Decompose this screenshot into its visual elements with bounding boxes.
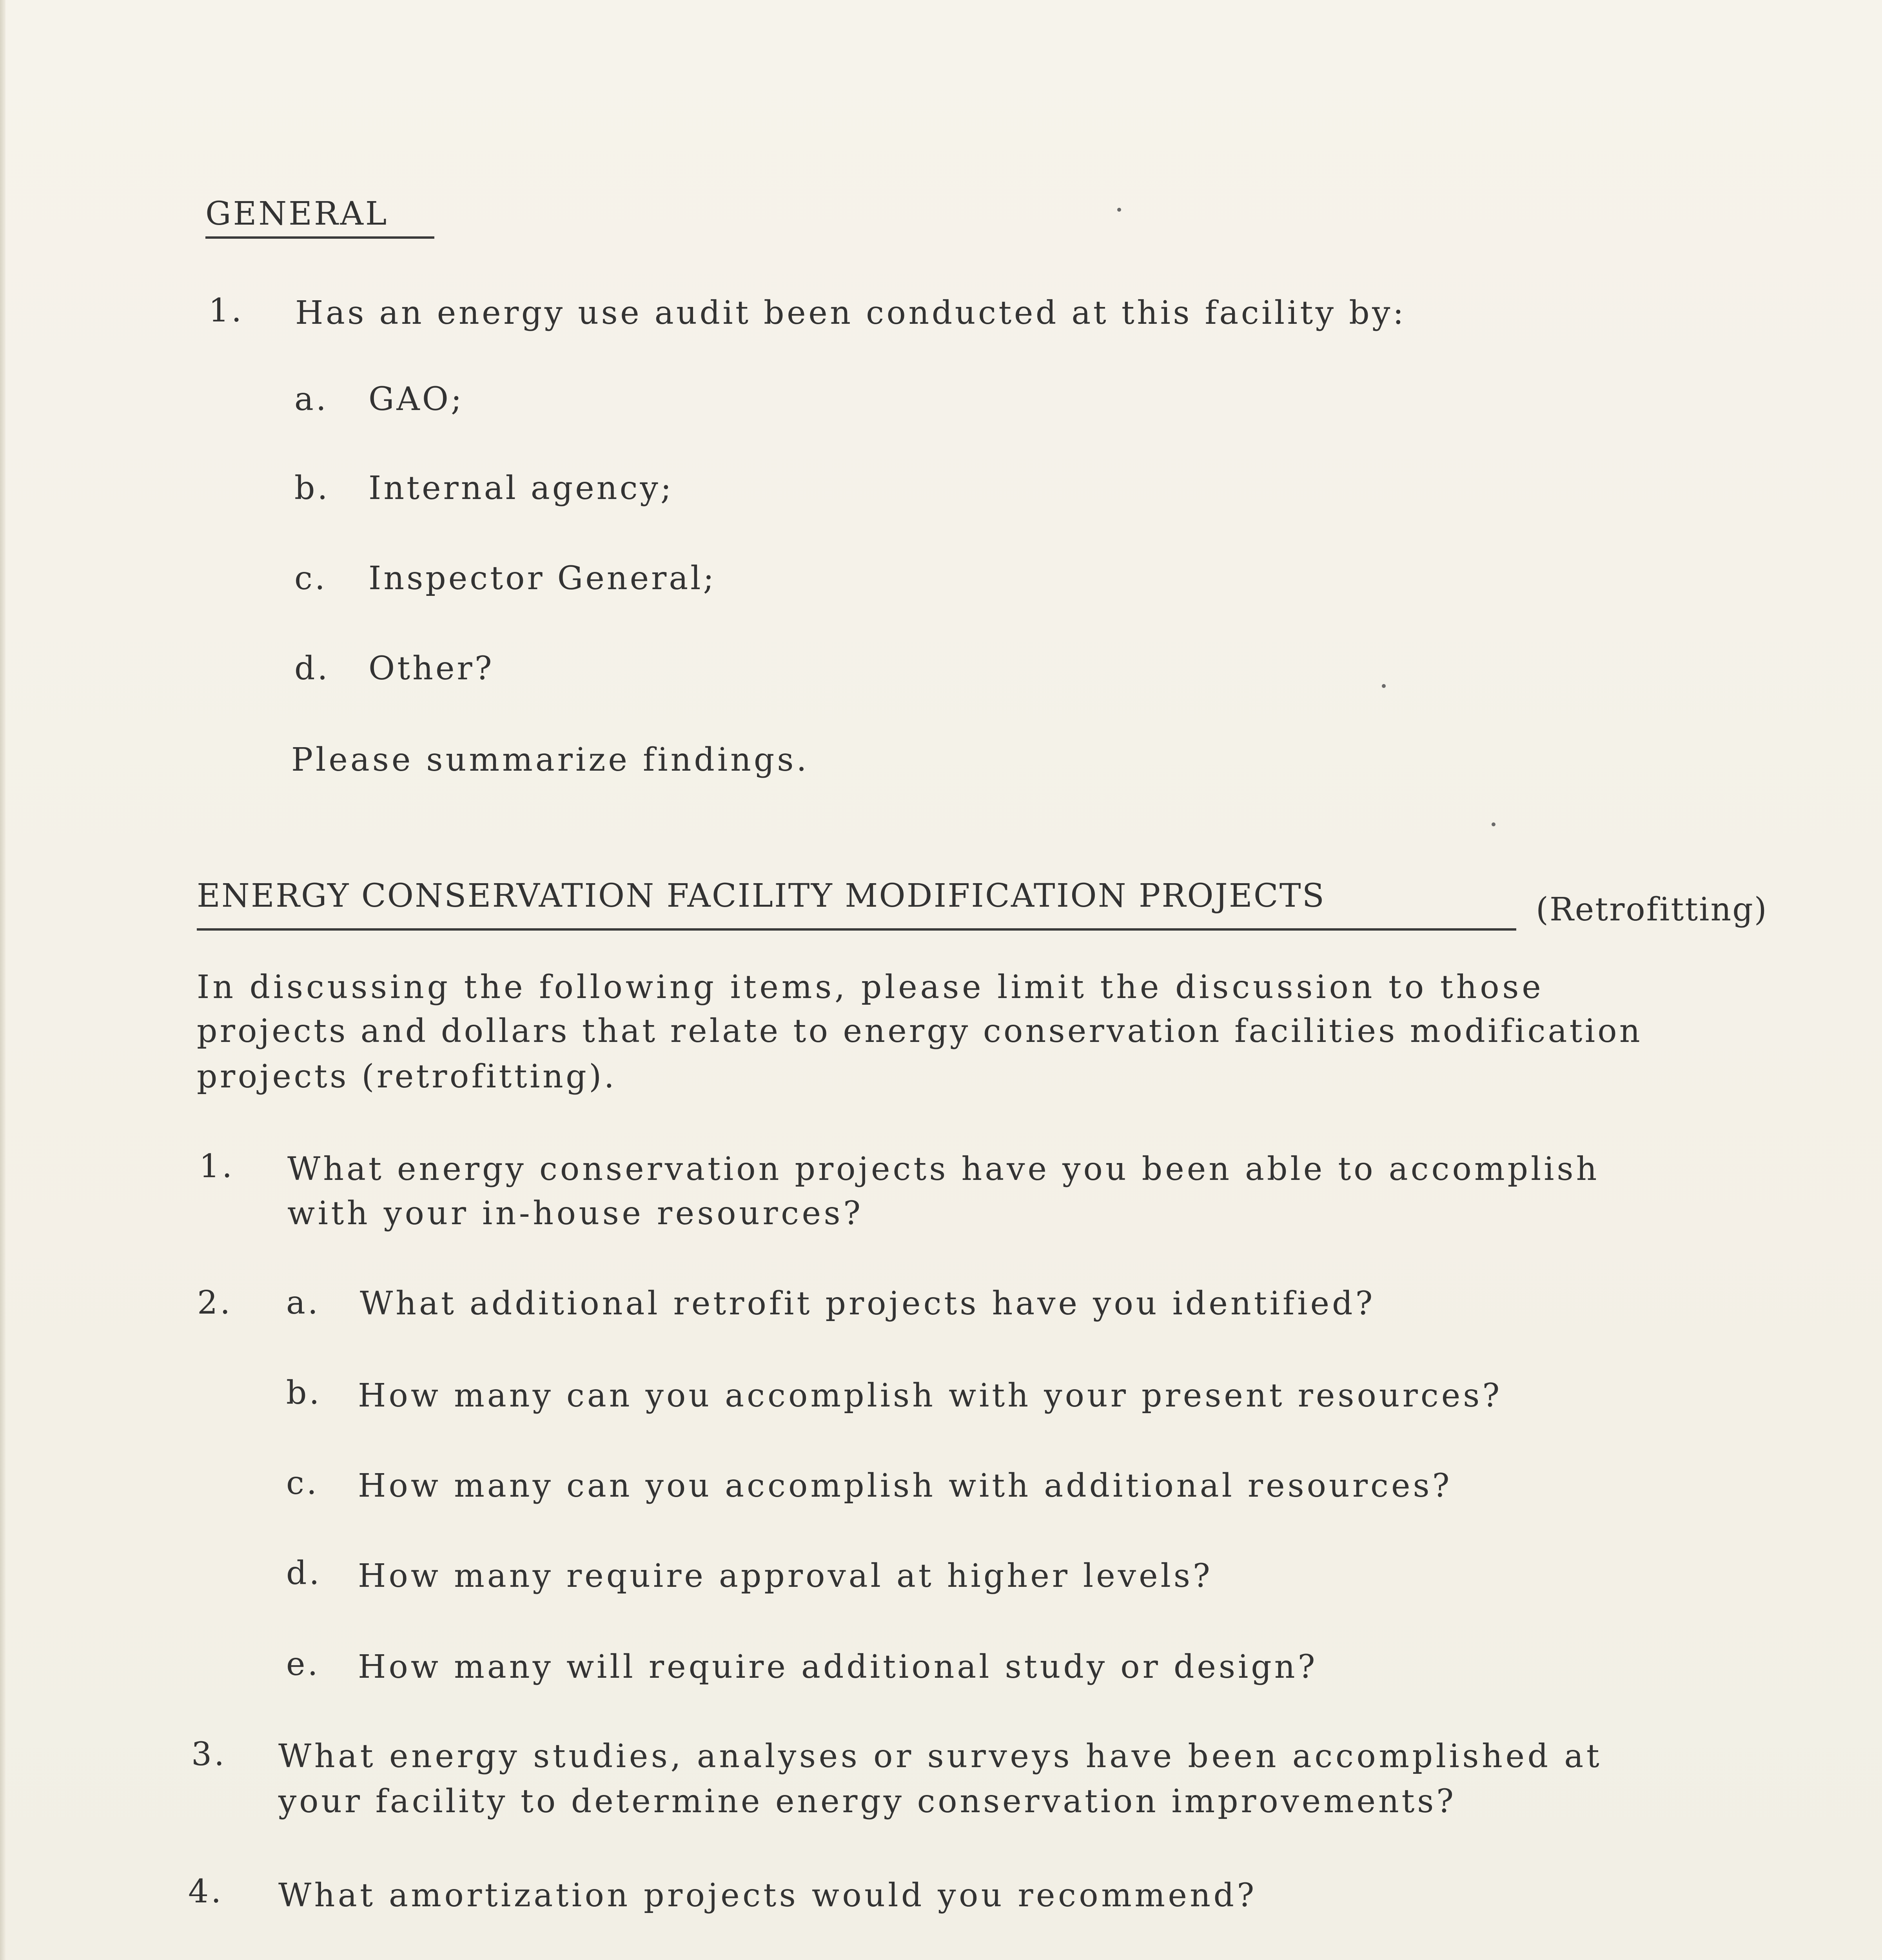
- general-q1-option-d-letter: d.: [294, 650, 330, 687]
- retrofit-q4-number: 4.: [188, 1873, 224, 1910]
- section-heading-retrofit: ENERGY CONSERVATION FACILITY MODIFICATION PROJECTS: [197, 877, 1326, 915]
- retrofit-q3-line-1: What energy studies, analyses or surveys have been accomplished at: [278, 1738, 1603, 1775]
- paper-speck: [1117, 208, 1121, 212]
- retrofit-q2-d-letter: d.: [286, 1555, 322, 1592]
- section-heading-general: GENERAL: [205, 195, 389, 232]
- paper-speck: [1382, 684, 1386, 688]
- general-q1-option-c-letter: c.: [294, 560, 327, 597]
- retrofit-q3-line-2: your facility to determine energy conservation improvements?: [278, 1783, 1456, 1820]
- retrofit-q1-line-1: What energy conservation projects have you been able to accomplish: [287, 1151, 1600, 1188]
- general-q1-text: Has an energy use audit been conducted at this facility by:: [295, 294, 1407, 332]
- retrofit-q2-number: 2.: [197, 1284, 233, 1321]
- retrofit-q2-b-text: How many can you accomplish with your present resources?: [358, 1377, 1503, 1414]
- general-q1-option-c-text: Inspector General;: [368, 560, 717, 597]
- retrofit-q2-e-text: How many will require additional study or design?: [358, 1648, 1318, 1686]
- general-q1-option-a-text: GAO;: [368, 381, 464, 418]
- general-q1-followup: Please summarize findings.: [291, 741, 809, 779]
- retrofit-q2-d-text: How many require approval at higher levels?: [358, 1557, 1213, 1595]
- retrofit-q2-b-letter: b.: [286, 1374, 322, 1412]
- general-q1-option-b-letter: b.: [294, 470, 330, 507]
- section-heading-retrofit-suffix: (Retrofitting): [1536, 891, 1768, 928]
- retrofit-q2-c-text: How many can you accomplish with additional resources?: [358, 1467, 1452, 1504]
- section-heading-retrofit-underline: [197, 928, 1516, 931]
- section-heading-general-underline: [205, 236, 434, 239]
- retrofit-q2-a-text: What additional retrofit projects have you identified?: [360, 1285, 1376, 1322]
- retrofit-q3-number: 3.: [191, 1736, 227, 1773]
- general-q1-option-d-text: Other?: [368, 650, 494, 687]
- retrofit-q2-e-letter: e.: [286, 1646, 320, 1683]
- retrofit-intro-line-3: projects (retrofitting).: [197, 1058, 617, 1095]
- page-edge-shadow: [0, 0, 5, 1960]
- retrofit-intro-line-2: projects and dollars that relate to energy conservation facilities modification: [197, 1013, 1642, 1050]
- retrofit-q4-line-1: What amortization projects would you recommend?: [278, 1877, 1257, 1914]
- retrofit-intro-line-1: In discussing the following items, please limit the discussion to those: [197, 969, 1544, 1006]
- paper-speck: [1492, 822, 1495, 826]
- retrofit-q2-c-letter: c.: [286, 1465, 319, 1502]
- general-q1-number: 1.: [209, 292, 244, 329]
- retrofit-q2-a-letter: a.: [286, 1284, 320, 1321]
- general-q1-option-a-letter: a.: [294, 381, 328, 418]
- general-q1-option-b-text: Internal agency;: [368, 470, 674, 507]
- retrofit-q1-number: 1.: [199, 1148, 235, 1185]
- retrofit-q1-line-2: with your in-house resources?: [287, 1195, 864, 1232]
